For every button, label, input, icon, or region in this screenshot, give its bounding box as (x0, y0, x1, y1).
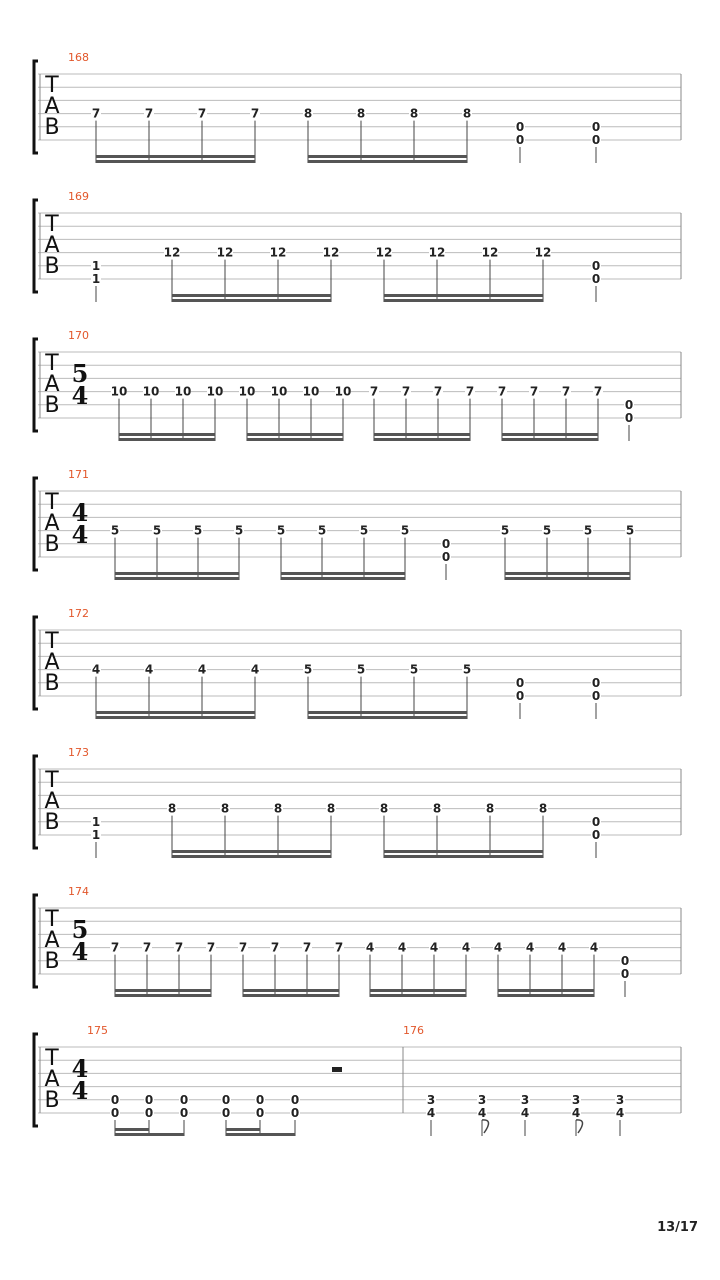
time-signature-top: 4 (71, 498, 89, 527)
fret-number: 0 (255, 1092, 265, 1107)
tab-clef-letter: T (45, 907, 59, 932)
fret-number: 5 (359, 523, 369, 538)
beam (243, 989, 339, 992)
beam (115, 1133, 184, 1136)
fret-number: 4 (520, 1106, 530, 1120)
fret-number: 7 (197, 106, 207, 121)
fret-number: 8 (326, 801, 336, 816)
measure-number: 170 (68, 329, 89, 342)
tab-clef-letter: B (44, 532, 60, 557)
note (571, 1093, 583, 1136)
fret-number: 4 (144, 662, 154, 677)
system-bracket (34, 1034, 38, 1126)
tab-clef-letter: T (45, 1046, 59, 1071)
beam (505, 572, 630, 575)
note (591, 815, 601, 858)
tab-clef-letter: T (45, 490, 59, 515)
fret-number: 8 (273, 801, 283, 816)
fret-number: 0 (290, 1092, 300, 1107)
beamed-note-group (379, 802, 548, 858)
fret-number: 10 (334, 384, 352, 399)
fret-number: 4 (365, 940, 375, 955)
tab-clef-letter: B (44, 671, 60, 696)
fret-number: 0 (441, 536, 451, 551)
fret-number: 3 (571, 1092, 581, 1107)
fret-number: 10 (270, 384, 288, 399)
fret-number: 0 (515, 675, 525, 690)
fret-number: 1 (91, 272, 101, 286)
fret-number: 12 (322, 245, 340, 260)
fret-number: 5 (317, 523, 327, 538)
beam (308, 711, 467, 714)
beam (498, 989, 594, 992)
beam (115, 994, 211, 997)
fret-number: 0 (591, 675, 601, 690)
fret-number: 4 (91, 662, 101, 677)
beam (96, 716, 255, 719)
fret-number: 7 (497, 384, 507, 399)
tab-clef-letter: A (44, 650, 60, 675)
tab-clef-letter: B (44, 393, 60, 418)
fret-number: 8 (432, 801, 442, 816)
tab-clef-letter: B (44, 949, 60, 974)
beamed-note-group (110, 1093, 189, 1136)
beamed-note-group (497, 385, 603, 441)
beamed-note-group (91, 107, 260, 163)
beam (226, 1128, 260, 1131)
tab-clef-letter: A (44, 511, 60, 536)
beamed-note-group (110, 941, 216, 997)
tab-clef-letter: B (44, 254, 60, 279)
note (426, 1093, 436, 1136)
note (624, 398, 634, 441)
fret-number: 5 (303, 662, 313, 677)
fret-number: 12 (163, 245, 181, 260)
fret-number: 7 (142, 940, 152, 955)
beam (308, 716, 467, 719)
note (477, 1093, 489, 1136)
fret-number: 4 (525, 940, 535, 955)
fret-number: 0 (591, 133, 601, 147)
fret-number: 4 (429, 940, 439, 955)
fret-number: 5 (625, 523, 635, 538)
note (515, 120, 525, 163)
fret-number: 5 (152, 523, 162, 538)
tab-clef-letter: T (45, 351, 59, 376)
fret-number: 4 (615, 1106, 625, 1120)
fret-number: 0 (620, 953, 630, 968)
tab-clef-letter: B (44, 810, 60, 835)
time-signature-bottom: 4 (71, 1076, 89, 1105)
measure-number: 174 (68, 885, 89, 898)
beam (115, 577, 239, 580)
fret-number: 10 (238, 384, 256, 399)
fret-number: 0 (591, 258, 601, 273)
note (591, 676, 601, 719)
measure-number: 168 (68, 51, 89, 64)
fret-number: 4 (589, 940, 599, 955)
measure-number: 173 (68, 746, 89, 759)
fret-number: 8 (167, 801, 177, 816)
fret-number: 7 (465, 384, 475, 399)
fret-number: 7 (401, 384, 411, 399)
tab-clef-letter: A (44, 233, 60, 258)
page-number: 13/17 (657, 1220, 698, 1235)
note (91, 259, 101, 302)
beam (384, 850, 543, 853)
beam (502, 433, 598, 436)
time-signature-bottom: 4 (71, 520, 89, 549)
fret-number: 10 (302, 384, 320, 399)
fret-number: 7 (561, 384, 571, 399)
beam (384, 855, 543, 858)
beam (308, 155, 467, 158)
beamed-note-group (221, 1093, 300, 1136)
beamed-note-group (303, 663, 472, 719)
beamed-note-group (164, 246, 340, 302)
beam (384, 299, 543, 302)
fret-number: 8 (409, 106, 419, 121)
beam (370, 989, 466, 992)
tab-clef-letter: A (44, 1067, 60, 1092)
tab-system (34, 468, 681, 580)
fret-number: 7 (174, 940, 184, 955)
beamed-note-group (238, 941, 344, 997)
beam (374, 438, 470, 441)
beamed-note-group (376, 246, 552, 302)
beam (226, 1133, 295, 1136)
fret-number: 5 (400, 523, 410, 538)
tab-system (34, 51, 681, 163)
tab-clef-letter: B (44, 115, 60, 140)
time-signature-bottom: 4 (71, 381, 89, 410)
fret-number: 7 (206, 940, 216, 955)
fret-number: 8 (485, 801, 495, 816)
measure-number: 171 (68, 468, 89, 481)
beamed-note-group (276, 524, 410, 580)
beam (96, 160, 255, 163)
fret-number: 10 (142, 384, 160, 399)
beam (243, 994, 339, 997)
tab-clef-letter: T (45, 73, 59, 98)
beam (172, 299, 331, 302)
beam (247, 433, 343, 436)
tab-clef-letter: A (44, 928, 60, 953)
note (515, 676, 525, 719)
fret-number: 0 (110, 1092, 120, 1107)
tab-clef-letter: A (44, 789, 60, 814)
fret-number: 0 (591, 828, 601, 842)
beam (281, 572, 405, 575)
fret-number: 5 (110, 523, 120, 538)
fret-number: 7 (110, 940, 120, 955)
half-rest (332, 1067, 342, 1072)
fret-number: 0 (144, 1106, 154, 1120)
beam (115, 989, 211, 992)
fret-number: 1 (91, 828, 101, 842)
fret-number: 5 (583, 523, 593, 538)
system-bracket (34, 61, 38, 153)
tab-system (34, 607, 681, 719)
note (591, 120, 601, 163)
fret-number: 7 (529, 384, 539, 399)
fret-number: 5 (409, 662, 419, 677)
fret-number: 12 (269, 245, 287, 260)
beam (119, 438, 215, 441)
beamed-note-group (493, 941, 599, 997)
fret-number: 3 (477, 1092, 487, 1107)
fret-number: 10 (110, 384, 128, 399)
fret-number: 10 (206, 384, 224, 399)
fret-number: 7 (144, 106, 154, 121)
tab-clef-letter: T (45, 768, 59, 793)
fret-number: 4 (250, 662, 260, 677)
system-bracket (34, 895, 38, 987)
measure-number: 172 (68, 607, 89, 620)
fret-number: 0 (110, 1106, 120, 1120)
system-bracket (34, 756, 38, 848)
fret-number: 4 (493, 940, 503, 955)
beam (96, 155, 255, 158)
beam (502, 438, 598, 441)
eighth-flag (576, 1120, 583, 1133)
fret-number: 0 (591, 689, 601, 703)
beam (281, 577, 405, 580)
fret-number: 8 (379, 801, 389, 816)
fret-number: 10 (174, 384, 192, 399)
time-signature-top: 4 (71, 1054, 89, 1083)
beamed-note-group (500, 524, 635, 580)
fret-number: 7 (433, 384, 443, 399)
fret-number: 5 (462, 662, 472, 677)
tab-clef-letter: B (44, 1088, 60, 1113)
fret-number: 8 (538, 801, 548, 816)
beam (498, 994, 594, 997)
fret-number: 4 (426, 1106, 436, 1120)
fret-number: 4 (461, 940, 471, 955)
tab-system (34, 190, 681, 302)
beamed-note-group (110, 524, 244, 580)
beam (115, 1128, 149, 1131)
fret-number: 8 (356, 106, 366, 121)
fret-number: 3 (520, 1092, 530, 1107)
fret-number: 12 (534, 245, 552, 260)
fret-number: 5 (193, 523, 203, 538)
fret-number: 7 (334, 940, 344, 955)
beam (370, 994, 466, 997)
fret-number: 7 (238, 940, 248, 955)
fret-number: 8 (220, 801, 230, 816)
beam (172, 855, 331, 858)
note (91, 815, 101, 858)
fret-number: 7 (593, 384, 603, 399)
fret-number: 4 (571, 1106, 581, 1120)
fret-number: 8 (303, 106, 313, 121)
fret-number: 5 (500, 523, 510, 538)
fret-number: 0 (255, 1106, 265, 1120)
fret-number: 0 (591, 119, 601, 134)
beam (384, 294, 543, 297)
fret-number: 7 (91, 106, 101, 121)
beam (374, 433, 470, 436)
note (615, 1093, 625, 1136)
beamed-note-group (111, 385, 224, 441)
system-bracket (34, 339, 38, 431)
note (591, 259, 601, 302)
fret-number: 0 (221, 1106, 231, 1120)
fret-number: 1 (91, 814, 101, 829)
fret-number: 5 (542, 523, 552, 538)
note (441, 537, 451, 580)
beam (119, 433, 215, 436)
fret-number: 0 (179, 1106, 189, 1120)
fret-number: 0 (591, 272, 601, 286)
fret-number: 0 (221, 1092, 231, 1107)
beam (172, 294, 331, 297)
system-bracket (34, 617, 38, 709)
beam (96, 711, 255, 714)
beamed-note-group (167, 802, 336, 858)
fret-number: 0 (515, 133, 525, 147)
beam (247, 438, 343, 441)
beamed-note-group (365, 941, 471, 997)
tab-clef-letter: T (45, 629, 59, 654)
beam (308, 160, 467, 163)
fret-number: 12 (481, 245, 499, 260)
fret-number: 3 (615, 1092, 625, 1107)
beam (172, 850, 331, 853)
fret-number: 4 (557, 940, 567, 955)
fret-number: 7 (250, 106, 260, 121)
fret-number: 0 (624, 397, 634, 412)
time-signature-bottom: 4 (71, 937, 89, 966)
note (620, 954, 630, 997)
eighth-flag (482, 1120, 489, 1133)
time-signature-top: 5 (71, 915, 89, 944)
fret-number: 12 (428, 245, 446, 260)
fret-number: 4 (477, 1106, 487, 1120)
fret-number: 7 (302, 940, 312, 955)
fret-number: 0 (591, 814, 601, 829)
fret-number: 0 (144, 1092, 154, 1107)
tab-system (34, 885, 681, 997)
fret-number: 12 (375, 245, 393, 260)
fret-number: 0 (624, 411, 634, 425)
tab-clef-letter: A (44, 94, 60, 119)
beamed-note-group (239, 385, 352, 441)
fret-number: 4 (397, 940, 407, 955)
fret-number: 0 (620, 967, 630, 981)
beamed-note-group (303, 107, 472, 163)
fret-number: 5 (276, 523, 286, 538)
measure-number: 176 (403, 1024, 424, 1037)
fret-number: 8 (462, 106, 472, 121)
time-signature-top: 5 (71, 359, 89, 388)
tab-clef-letter: T (45, 212, 59, 237)
fret-number: 0 (290, 1106, 300, 1120)
measure-number: 169 (68, 190, 89, 203)
tab-system (34, 329, 681, 441)
fret-number: 0 (515, 119, 525, 134)
fret-number: 12 (216, 245, 234, 260)
fret-number: 5 (356, 662, 366, 677)
tab-clef-letter: A (44, 372, 60, 397)
beamed-note-group (369, 385, 475, 441)
system-bracket (34, 200, 38, 292)
tab-system (34, 746, 681, 858)
fret-number: 1 (91, 258, 101, 273)
beamed-note-group (91, 663, 260, 719)
fret-number: 7 (270, 940, 280, 955)
fret-number: 5 (234, 523, 244, 538)
tab-system (34, 1024, 681, 1136)
beam (115, 572, 239, 575)
fret-number: 0 (515, 689, 525, 703)
measure-number: 175 (87, 1024, 108, 1037)
fret-number: 0 (179, 1092, 189, 1107)
fret-number: 0 (441, 550, 451, 564)
beam (505, 577, 630, 580)
system-bracket (34, 478, 38, 570)
fret-number: 3 (426, 1092, 436, 1107)
fret-number: 4 (197, 662, 207, 677)
note (520, 1093, 530, 1136)
fret-number: 7 (369, 384, 379, 399)
